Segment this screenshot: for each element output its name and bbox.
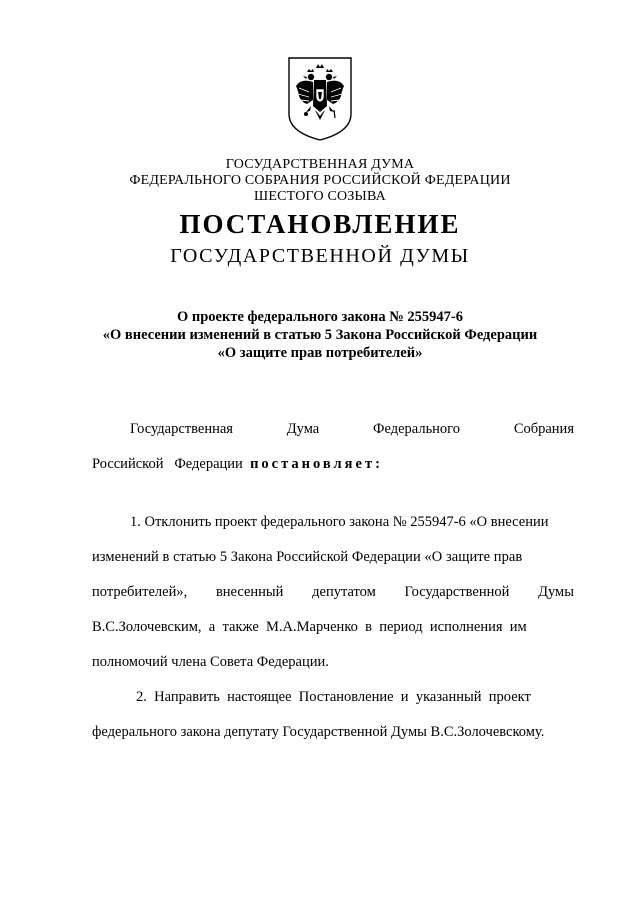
double-headed-eagle-icon [287, 56, 353, 142]
item1-line-3 [92, 583, 574, 601]
item1-line-2: изменений в статью 5 Закона Российской Федерации «О защите прав [92, 549, 523, 565]
subject-line-3: «О защите прав потребителей» [217, 345, 423, 361]
item1-word: Государственной [404, 584, 510, 600]
item2-line-2: федерального закона депутату Государственной Думы В.С.Золочевскому. [92, 724, 545, 740]
item1-line-4: В.С.Золочевским, а также М.А.Марченко в период исполнения им [92, 619, 527, 635]
preamble-word: Государственная [130, 421, 233, 437]
document-subtitle: ГОСУДАРСТВЕННОЙ ДУМЫ [170, 245, 470, 267]
item1-word: депутатом [312, 584, 376, 600]
preamble-text: Российской Федерации [92, 456, 243, 472]
preamble-word: Дума [286, 421, 320, 437]
document-title: ПОСТАНОВЛЕНИЕ [179, 209, 461, 239]
preamble-colon: : [375, 456, 380, 472]
org-line-assembly: ФЕДЕРАЛЬНОГО СОБРАНИЯ РОССИЙСКОЙ ФЕДЕРАЦИИ [129, 173, 511, 188]
item1-line-5: полномочий члена Совета Федерации. [92, 654, 329, 670]
resolves-keyword: постановляет [250, 456, 376, 472]
subject-line-1: О проекте федерального закона № 255947-6 [176, 309, 464, 325]
subject-line-2: «О внесении изменений в статью 5 Закона Российской Федерации [102, 327, 538, 343]
preamble-word: Федерального [373, 421, 461, 437]
org-line-convocation: ШЕСТОГО СОЗЫВА [254, 189, 386, 204]
preamble-line-1 [130, 420, 574, 438]
item1-word: Думы [538, 584, 574, 600]
item1-line-1: 1. Отклонить проект федерального закона № 255947-6 «О внесении [130, 514, 549, 530]
preamble-line-2 [92, 455, 574, 473]
coat-of-arms-emblem [287, 56, 353, 142]
item1-word: потребителей», [92, 584, 188, 600]
preamble-word: Собрания [513, 421, 574, 437]
org-line-duma: ГОСУДАРСТВЕННАЯ ДУМА [225, 157, 415, 172]
item1-word: внесенный [215, 584, 284, 600]
item2-line-1: 2. Направить настоящее Постановление и указанный проект [136, 689, 531, 705]
